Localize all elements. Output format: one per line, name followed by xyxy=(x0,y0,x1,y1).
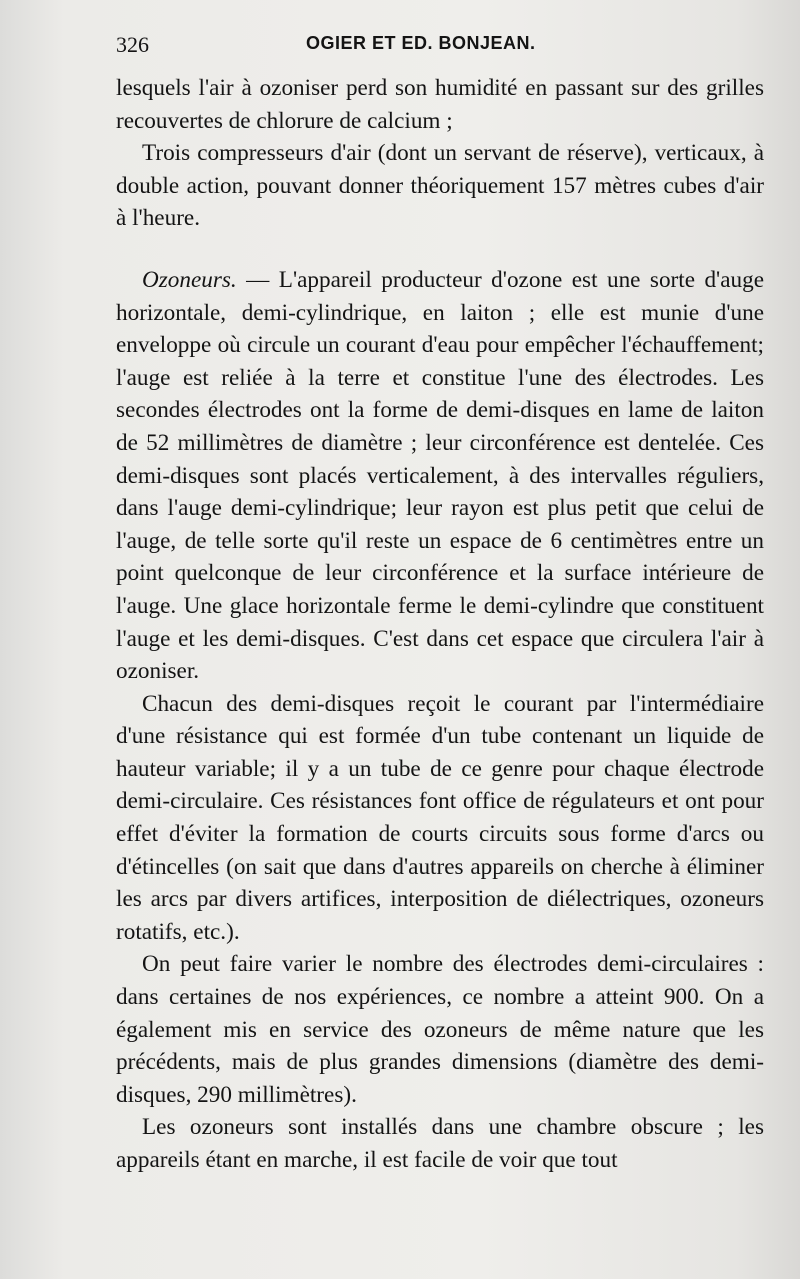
paragraph-electrodes-count: On peut faire varier le nombre des électrodes demi-circulaires : dans certaines de nos expériences, ce nombre a atteint 900. On a également mis en service des ozoneurs de même nature que les précédents, mais de plus grandes dimensions (diamètre des demi-disques, 290 millimètres). xyxy=(116,951,764,1108)
paragraph-installation: Les ozoneurs sont installés dans une chambre obscure ; les appareils étant en marche, il est facile de voir que tout xyxy=(116,1114,764,1173)
paragraph-ozoneurs-text: — L'appareil producteur d'ozone est une sorte d'auge horizontale, demi-cylindrique, en laiton ; elle est munie d'une enveloppe où circule un courant d'eau pour empêcher l'échauffement; l'auge est reliée à la terre et constitue l'une des électrodes. Les secondes électrodes ont la forme de demi-disques en lame de laiton de 52 millimètres de diamètre ; leur circonférence est dentelée. Ces demi-disques sont placés verticalement, à des intervalles réguliers, dans l'auge demi-cylindrique; leur rayon est plus petit que celui de l'auge, de telle sorte qu'il reste un espace de 6 centimètres entre un point quelconque de leur circonférence et la surface intérieure de l'auge. Une glace horizontale ferme le demi-cylindre que constituent l'auge et les demi-disques. C'est dans cet espace que circulera l'air à ozoniser. xyxy=(116,266,764,685)
paragraph-continuation: lesquels l'air à ozoniser perd son humidité en passant sur des grilles recouvertes de chlorure de calcium ; xyxy=(116,75,764,134)
paragraph-resistances: Chacun des demi-disques reçoit le courant par l'intermédiaire d'une résistance qui est formée d'un tube contenant un liquide de hauteur variable; il y a un tube de ce genre pour chaque électrode demi-circulaire. Ces résistances font office de régulateurs et ont pour effet d'éviter la formation de courts circuits sous forme d'arcs ou d'étincelles (on sait que dans d'autres appareils on cherche à éliminer les arcs par divers artifices, interposition de diélectriques, ozoneurs rotatifs, etc.). xyxy=(116,690,764,945)
page-number: 326 xyxy=(116,32,149,57)
page-header xyxy=(116,32,756,62)
paragraph-ozoneurs xyxy=(116,264,764,688)
paragraph-compressors: Trois compresseurs d'air (dont un servant de réserve), verticaux, à double action, pouvant donner théoriquement 157 mètres cubes d'air à l'heure. xyxy=(116,140,764,232)
section-title: Ozoneurs. xyxy=(142,266,237,293)
running-title: OGIER ET ED. BONJEAN. xyxy=(306,33,536,53)
section-spacer xyxy=(116,235,764,264)
body-text xyxy=(116,72,764,1177)
